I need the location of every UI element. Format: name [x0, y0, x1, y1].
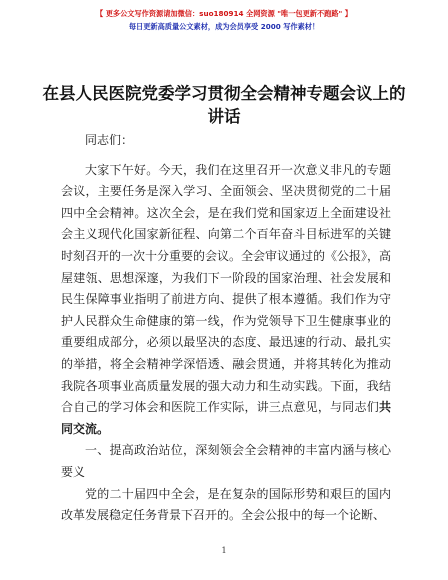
paragraph-1-ending: 共同交流。 [61, 400, 391, 436]
salutation: 同志们： [85, 133, 134, 147]
paragraph-1-text: 大家下午好。今天，我们在这里召开一次意义非凡的专题会议，主要任务是深入学习、全面领会、坚决贯彻党的二十届四中全会精神。这次全会，是在我们党和国家迈上全面建设社会主义现代化国家新征程、向第二个百年奋斗目标进军的关键时刻召开的一次十分重要的会议。全会审议通过的《公报》，高屋建瓴、思想深邃，为我们下一阶段的国家治理、社会发展和民生保障事业指明了前进方向、提供了根本遵循。我们作为守护人民群众生命健康的第一线，作为党领导下卫生健康事业的重要组成部分，必须以最坚决的态度、最迅速的行动、最扎实的举措，将全会精神学深悟透、融会贯通，并将其转化为推动我院各项事业高质量发展的强大动力和生动实践。下面，我结合自己的学习体会和医院工作实际，讲三点意见，与同志们 [61, 162, 392, 415]
document-title: 在县人民医院党委学习贯彻全会精神专题会议上的讲话 [42, 84, 406, 126]
promo-banner [0, 7, 448, 33]
promo-banner-line-2: 每日更新高质量公文素材，成为会员享受 2000 写作素材！ [128, 22, 320, 31]
page-number: 1 [221, 546, 227, 555]
paragraph-1 [61, 160, 391, 441]
promo-banner-line-1: 【 更多公文写作资源请加微信：suo180914 全网资源 "唯一包更新不跑路" 】 [96, 9, 352, 18]
paragraph-2: 党的二十届四中全会，是在复杂的国际形势和艰巨的国内改革发展稳定任务背景下召开的。全会公报中的每一个论断、 [61, 486, 391, 523]
section-heading-1: 一、提高政治站位，深刻领会全会精神的丰富内涵与核心要义 [61, 443, 391, 479]
document-body [61, 130, 391, 527]
